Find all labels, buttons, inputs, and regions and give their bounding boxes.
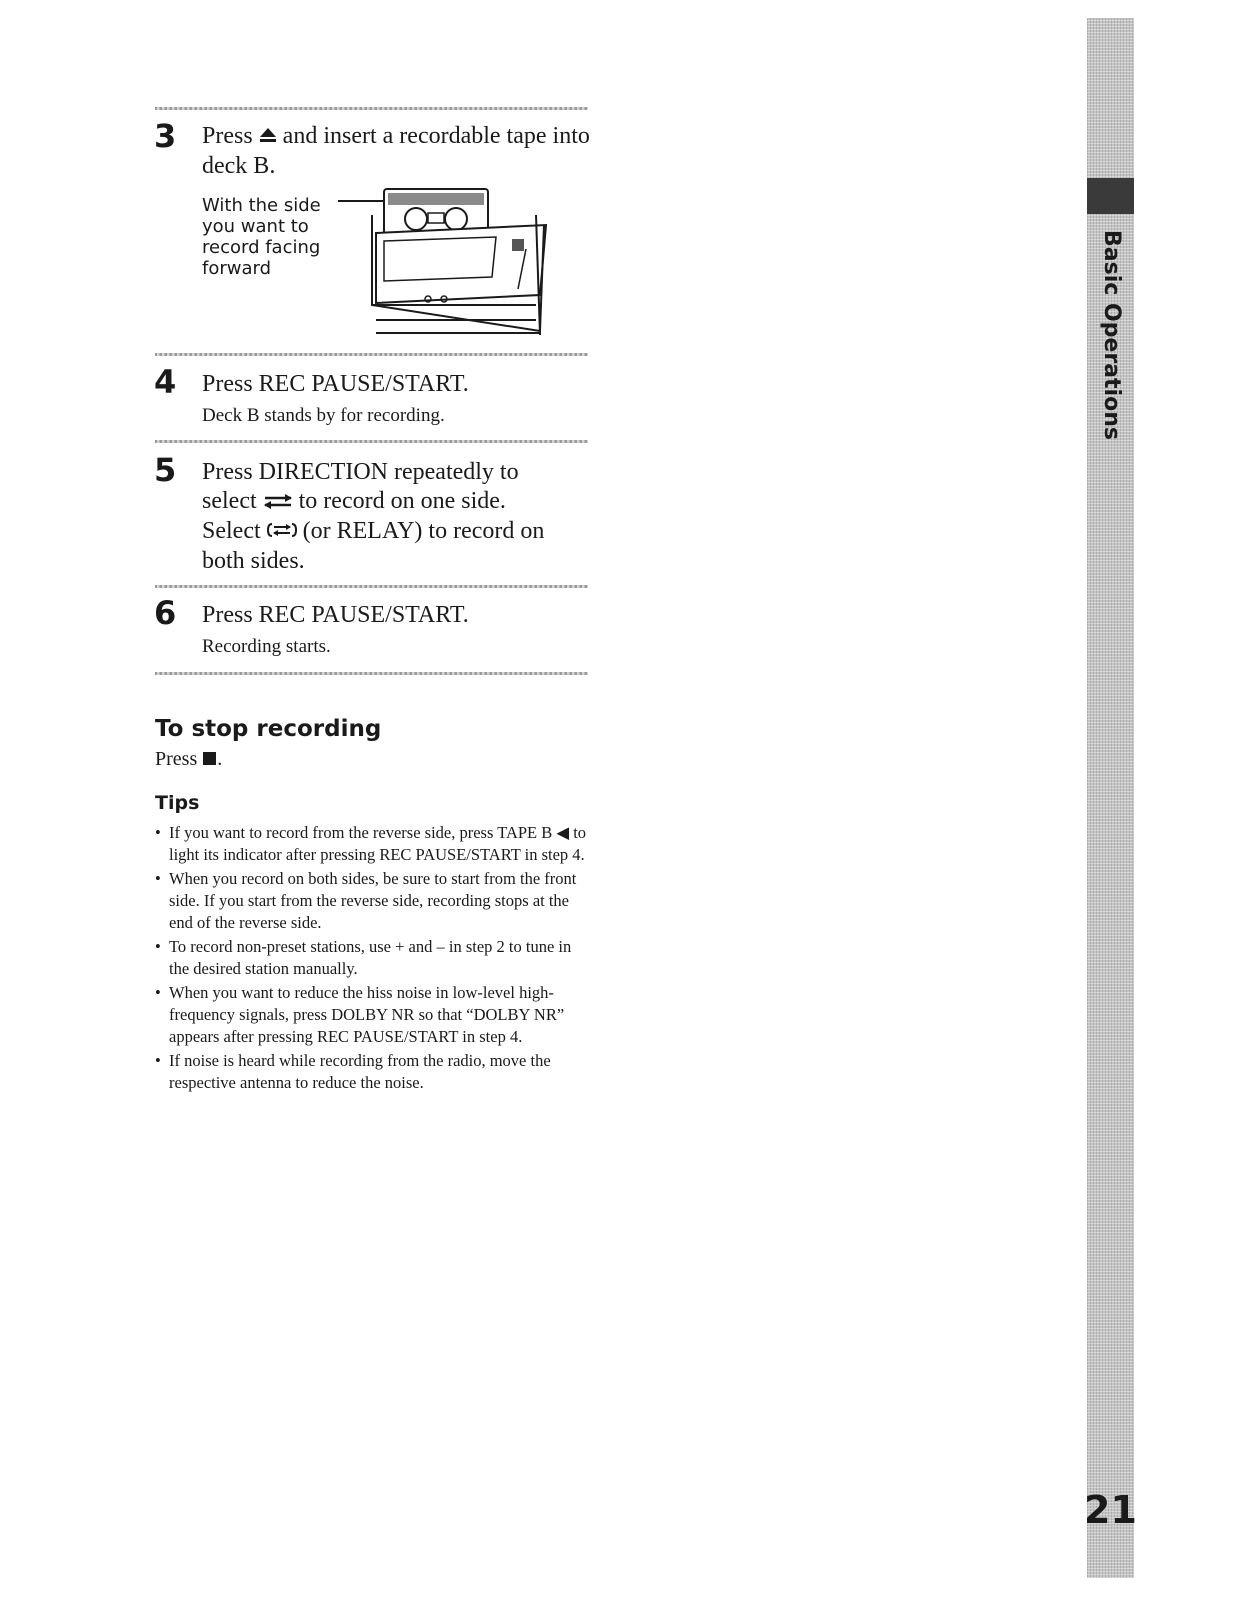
step-3-text xyxy=(202,122,592,181)
step-5-text xyxy=(202,458,592,576)
step-5-line-2 xyxy=(202,487,592,517)
cassette-deck-illustration xyxy=(336,185,551,340)
illustration-caption: With the side you want to record facing forward xyxy=(202,195,321,279)
step-3-text-before: Press xyxy=(202,123,253,149)
tip-item: • To record non-preset stations, use + and – in step 2 to tune in the desired station manually. xyxy=(155,936,595,980)
step-4-number: 4 xyxy=(154,363,177,401)
step-5-line-2-after: to record on one side. xyxy=(298,488,506,514)
step-5-line-3-before: Select xyxy=(202,517,261,544)
step-6-text: Press REC PAUSE/START. xyxy=(202,602,469,628)
divider-after-step-3 xyxy=(155,353,588,356)
stop-recording-punct: . xyxy=(217,748,223,770)
divider-after-step-6 xyxy=(155,672,588,675)
step-5-line-3-after: (or RELAY) to record on xyxy=(302,517,545,544)
step-6-number: 6 xyxy=(154,594,177,632)
step-5-line-4: both sides. xyxy=(202,547,305,574)
step-5-line-3 xyxy=(202,517,592,547)
stop-recording-press: Press xyxy=(155,748,198,770)
step-3-text-after: and insert a recordable tape into deck B. xyxy=(202,123,590,179)
tip-item: • When you want to reduce the hiss noise in low-level high-frequency signals, press DOLBY NR so that “DOLBY NR” appears after pressing REC PAUSE/START in step 4. xyxy=(155,982,595,1048)
tips-title: Tips xyxy=(155,792,200,814)
stop-recording-text xyxy=(155,748,222,772)
step-5-number: 5 xyxy=(154,451,177,489)
stop-icon xyxy=(202,749,217,772)
step-6-subtext: Recording starts. xyxy=(202,636,331,657)
tip-item: • If noise is heard while recording from the radio, move the respective antenna to reduce the noise. xyxy=(155,1050,595,1094)
divider-top xyxy=(155,107,588,110)
step-4-text: Press REC PAUSE/START. xyxy=(202,371,469,397)
eject-icon xyxy=(259,123,277,152)
step-5-line-2-before: select xyxy=(202,488,257,514)
tip-item: • When you record on both sides, be sure to start from the front side. If you start from the reverse side, recording stops at the end of the reverse side. xyxy=(155,868,595,934)
tips-list xyxy=(155,822,595,1096)
divider-after-step-5 xyxy=(155,585,588,588)
both-sides-direction-icon xyxy=(267,518,297,547)
side-tab-marker xyxy=(1087,178,1134,214)
divider-after-step-4 xyxy=(155,440,588,443)
section-label: Basic Operations xyxy=(1099,230,1124,440)
tip-item: • If you want to record from the reverse side, press TAPE B ◀ to light its indicator after pressing REC PAUSE/START in step 4. xyxy=(155,822,595,866)
one-side-direction-icon xyxy=(263,488,293,517)
step-3-number: 3 xyxy=(154,117,177,155)
page-number: 21 xyxy=(1084,1488,1137,1532)
step-5-line-1: Press DIRECTION repeatedly to xyxy=(202,459,519,485)
step-4-subtext: Deck B stands by for recording. xyxy=(202,405,445,426)
stop-recording-heading: To stop recording xyxy=(155,716,382,742)
